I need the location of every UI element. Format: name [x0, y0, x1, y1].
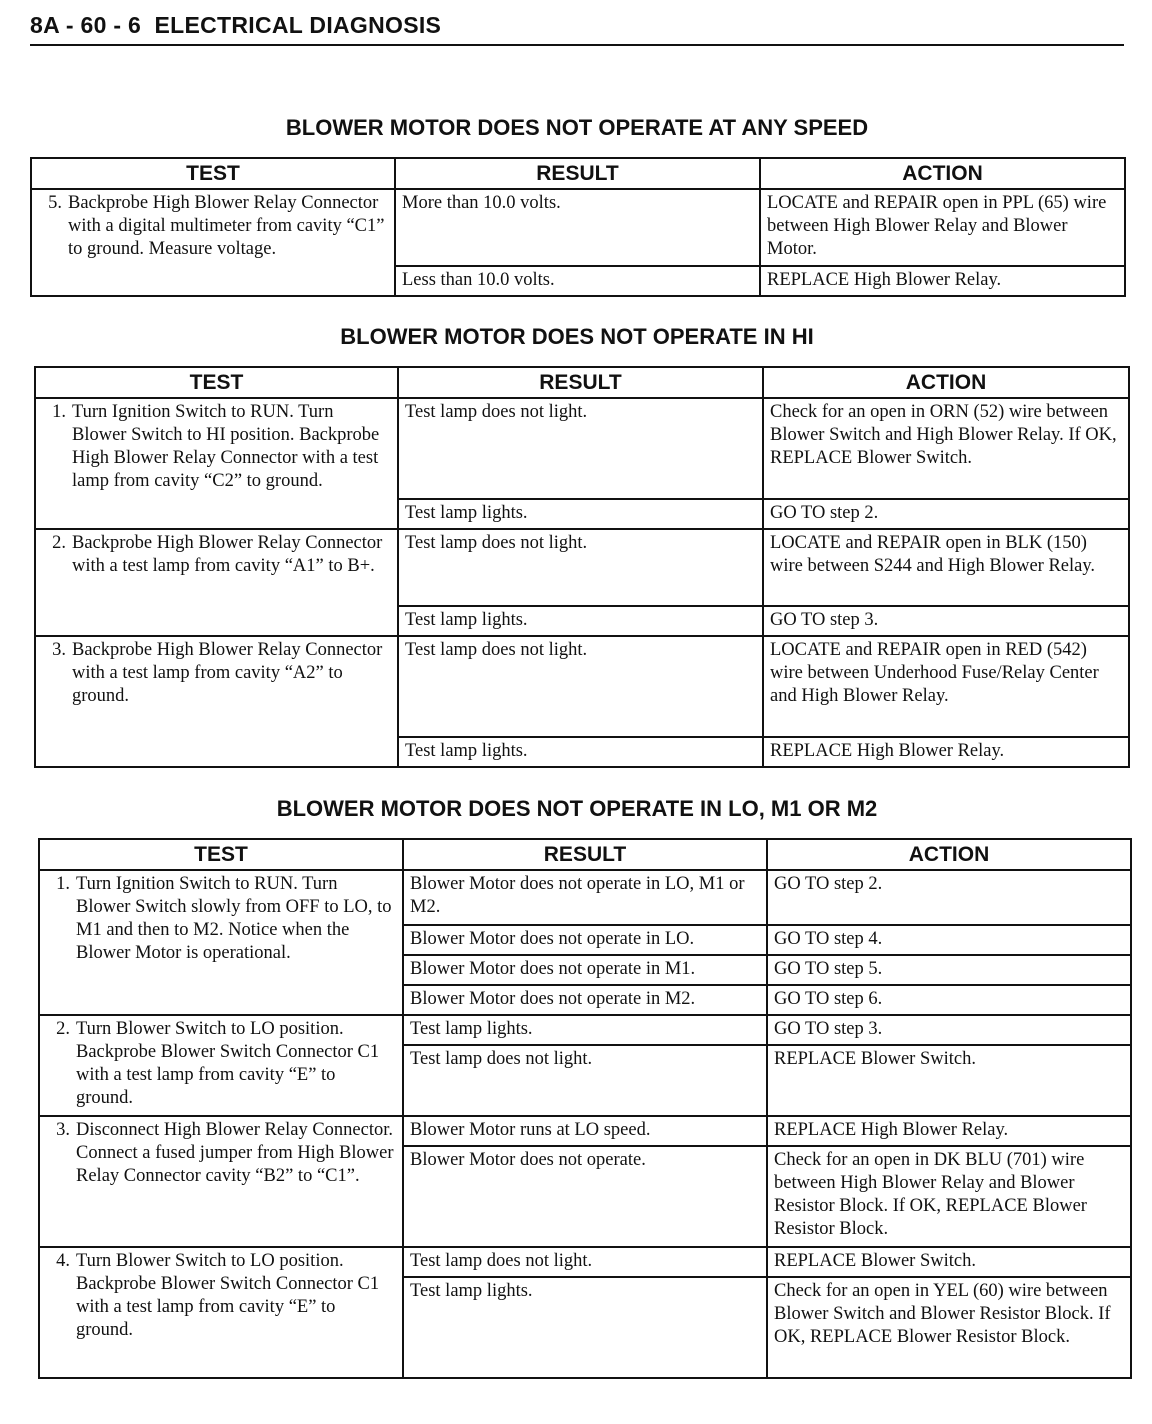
section-title: BLOWER MOTOR DOES NOT OPERATE IN LO, M1 OR M2 — [276, 796, 878, 821]
step-number: 4. — [56, 1251, 70, 1271]
table-header-row — [39, 839, 1131, 870]
table-row — [31, 189, 1125, 266]
column-header-result: RESULT — [403, 839, 767, 870]
action-cell: Check for an open in ORN (52) wire between Blower Switch and High Blower Relay. If OK, REPLACE Blower Switch. — [763, 398, 1129, 499]
test-cell — [35, 529, 398, 636]
result-cell: Test lamp lights. — [403, 1277, 767, 1378]
page-header — [30, 10, 1124, 46]
column-header-action: ACTION — [767, 839, 1131, 870]
action-cell: REPLACE High Blower Relay. — [763, 737, 1129, 767]
action-cell: GO TO step 4. — [767, 925, 1131, 955]
step-text: Turn Blower Switch to LO position. Backprobe Blower Switch Connector C1 with a test lamp from cavity “E” to ground. — [76, 1251, 380, 1340]
step-text: Turn Ignition Switch to RUN. Turn Blower Switch to HI position. Backprobe High Blower Relay Connector with a test lamp from cavity “C2” to ground. — [72, 402, 380, 491]
result-cell: Test lamp lights. — [403, 1015, 767, 1045]
action-cell: REPLACE High Blower Relay. — [767, 1116, 1131, 1146]
action-cell: REPLACE Blower Switch. — [767, 1247, 1131, 1277]
result-cell: Test lamp lights. — [398, 606, 763, 636]
table-row — [39, 1015, 1131, 1045]
table-row — [35, 398, 1129, 499]
table-row — [35, 636, 1129, 737]
table-row — [39, 1116, 1131, 1146]
action-cell: LOCATE and REPAIR open in BLK (150) wire between S244 and High Blower Relay. — [763, 529, 1129, 606]
result-cell: Test lamp does not light. — [398, 398, 763, 499]
result-cell: Test lamp does not light. — [403, 1247, 767, 1277]
action-cell: REPLACE High Blower Relay. — [760, 266, 1125, 296]
table-row — [39, 1247, 1131, 1277]
step-number: 2. — [52, 533, 66, 553]
test-cell — [39, 1247, 403, 1378]
result-cell: Blower Motor does not operate in LO, M1 or M2. — [403, 870, 767, 925]
section-title: BLOWER MOTOR DOES NOT OPERATE IN HI — [340, 324, 814, 349]
test-cell — [39, 870, 403, 1015]
step-number: 5. — [48, 193, 62, 213]
diagnosis-table — [38, 838, 1132, 1379]
test-cell — [31, 189, 395, 296]
test-cell — [35, 398, 398, 529]
action-cell: GO TO step 2. — [763, 499, 1129, 529]
test-cell — [39, 1116, 403, 1247]
action-cell: GO TO step 5. — [767, 955, 1131, 985]
step-number: 2. — [56, 1019, 70, 1039]
result-cell: More than 10.0 volts. — [395, 189, 760, 266]
column-header-action: ACTION — [760, 158, 1125, 189]
step-number: 1. — [56, 874, 70, 894]
action-cell: LOCATE and REPAIR open in RED (542) wire between Underhood Fuse/Relay Center and High Blower Relay. — [763, 636, 1129, 737]
test-cell — [39, 1015, 403, 1116]
action-cell: GO TO step 3. — [767, 1015, 1131, 1045]
step-text: Backprobe High Blower Relay Connector with a digital multimeter from cavity “C1” to ground. Measure voltage. — [68, 193, 385, 259]
result-cell: Less than 10.0 volts. — [395, 266, 760, 296]
column-header-result: RESULT — [395, 158, 760, 189]
action-cell: Check for an open in YEL (60) wire between Blower Switch and Blower Resistor Block. If OK, REPLACE Blower Resistor Block. — [767, 1277, 1131, 1378]
result-cell: Blower Motor does not operate in LO. — [403, 925, 767, 955]
table-header-row — [31, 158, 1125, 189]
diagnosis-table — [30, 157, 1126, 297]
result-cell: Test lamp lights. — [398, 737, 763, 767]
step-text: Backprobe High Blower Relay Connector with a test lamp from cavity “A1” to B+. — [72, 533, 383, 576]
table-row — [39, 870, 1131, 925]
result-cell: Test lamp does not light. — [398, 529, 763, 606]
action-cell: REPLACE Blower Switch. — [767, 1045, 1131, 1116]
result-cell: Blower Motor does not operate. — [403, 1146, 767, 1247]
action-cell: Check for an open in DK BLU (701) wire between High Blower Relay and Blower Resistor Block. If OK, REPLACE Blower Resistor Block. — [767, 1146, 1131, 1247]
action-cell: GO TO step 2. — [767, 870, 1131, 925]
action-cell: LOCATE and REPAIR open in PPL (65) wire between High Blower Relay and Blower Motor. — [760, 189, 1125, 266]
result-cell: Blower Motor does not operate in M2. — [403, 985, 767, 1015]
action-cell: GO TO step 3. — [763, 606, 1129, 636]
action-cell: GO TO step 6. — [767, 985, 1131, 1015]
column-header-test: TEST — [39, 839, 403, 870]
step-text: Turn Ignition Switch to RUN. Turn Blower Switch slowly from OFF to LO, to M1 and then to M2. Notice when the Blower Motor is operational. — [76, 874, 392, 963]
section-title: BLOWER MOTOR DOES NOT OPERATE AT ANY SPEED — [285, 115, 869, 140]
page-title: 8A - 60 - 6 ELECTRICAL DIAGNOSIS — [30, 12, 442, 38]
result-cell: Blower Motor does not operate in M1. — [403, 955, 767, 985]
step-number: 3. — [52, 640, 66, 660]
test-cell — [35, 636, 398, 767]
column-header-result: RESULT — [398, 367, 763, 398]
step-text: Turn Blower Switch to LO position. Backprobe Blower Switch Connector C1 with a test lamp from cavity “E” to ground. — [76, 1019, 380, 1108]
step-number: 1. — [52, 402, 66, 422]
step-text: Backprobe High Blower Relay Connector with a test lamp from cavity “A2” to ground. — [72, 640, 383, 706]
column-header-action: ACTION — [763, 367, 1129, 398]
result-cell: Test lamp does not light. — [398, 636, 763, 737]
result-cell: Test lamp lights. — [398, 499, 763, 529]
result-cell: Test lamp does not light. — [403, 1045, 767, 1116]
table-header-row — [35, 367, 1129, 398]
column-header-test: TEST — [35, 367, 398, 398]
table-row — [35, 529, 1129, 606]
diagnosis-table — [34, 366, 1130, 768]
step-number: 3. — [56, 1120, 70, 1140]
result-cell: Blower Motor runs at LO speed. — [403, 1116, 767, 1146]
column-header-test: TEST — [31, 158, 395, 189]
step-text: Disconnect High Blower Relay Connector. Connect a fused jumper from High Blower Relay Connector cavity “B2” to “C1”. — [76, 1120, 394, 1186]
